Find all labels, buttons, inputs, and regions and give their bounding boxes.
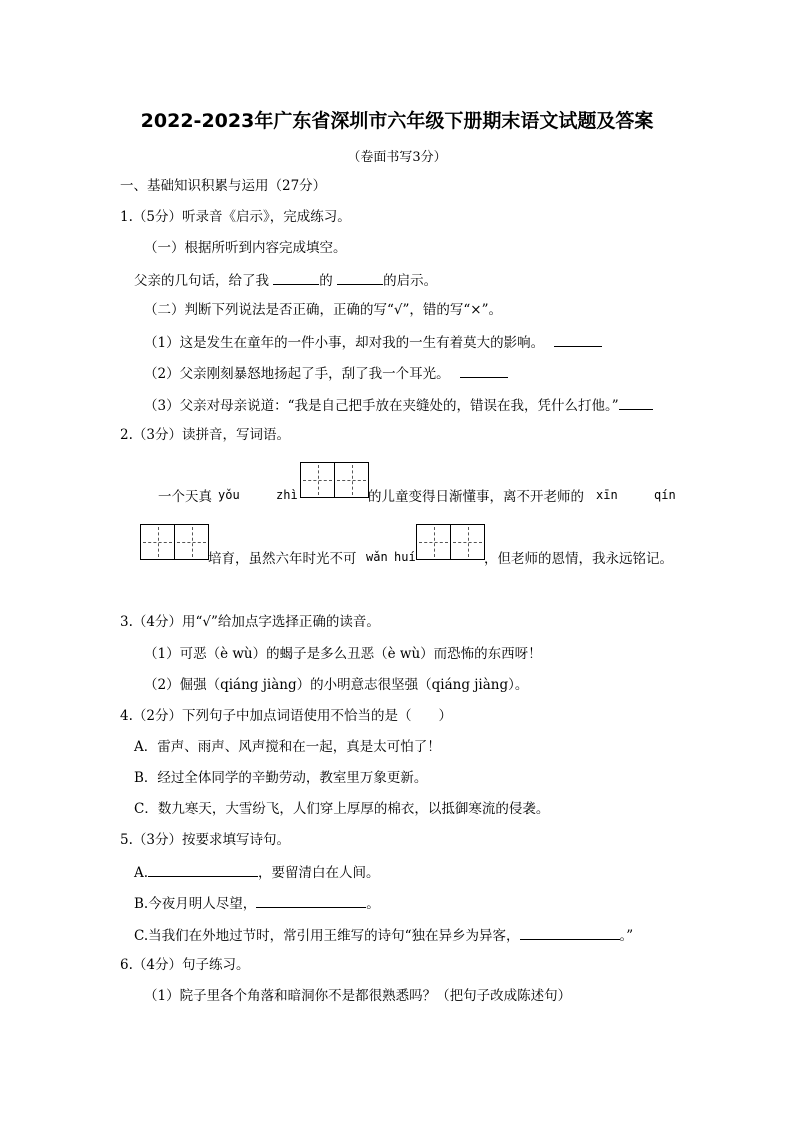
q1-statement-1-text: （1）这是发生在童年的一件小事，却对我的一生有着莫大的影响。 — [144, 335, 545, 351]
q1-statement-1 — [144, 332, 602, 352]
q5-item-a-suffix: ，要留清白在人间。 — [258, 865, 380, 881]
q5-blank-a[interactable] — [148, 862, 258, 877]
tianzige-box-2[interactable] — [140, 524, 209, 560]
q1-fill-line — [134, 270, 437, 290]
q4-stem: 4.（2分）下列句子中加点词语使用不恰当的是（ ） — [120, 708, 452, 724]
q4-option-a[interactable]: A．雷声、雨声、风声搅和在一起，真是太可怕了！ — [134, 739, 441, 755]
q4-option-c[interactable]: C．数九寒天，大雪纷飞，人们穿上厚厚的棉衣，以抵御寒流的侵袭。 — [134, 801, 550, 817]
q1-answer-1[interactable] — [554, 332, 602, 347]
q1-stem: 1.（5分）听录音《启示》，完成练习。 — [120, 209, 351, 225]
q4-option-b[interactable]: B．经过全体同学的辛勤劳动，教室里万象更新。 — [134, 770, 428, 786]
q1-part1: （一）根据所听到内容完成填空。 — [144, 240, 347, 256]
q5-stem: 5.（3分）按要求填写诗句。 — [120, 832, 290, 848]
q1-blank-2[interactable] — [337, 270, 383, 285]
q5-item-b — [134, 893, 380, 913]
q6-sentence-1: （1）院子里各个角落和暗洞你不是都很熟悉吗？（把句子改成陈述句） — [144, 988, 572, 1004]
q1-statement-3 — [144, 395, 653, 415]
q2-text-3: 培育，虽然六年时光不可 — [208, 551, 357, 567]
q2-text-4: ，但老师的恩情，我永远铭记。 — [484, 551, 673, 567]
q5-item-c-suffix: 。” — [619, 928, 634, 944]
q2-text-1: 一个天真 — [158, 489, 212, 505]
q1-answer-3[interactable] — [619, 395, 653, 410]
q2-stem: 2.（3分）读拼音，写词语。 — [120, 427, 290, 443]
q3-line-2: （2）倔强（qiáng jiàng）的小明意志很坚强（qiáng jiàng）。 — [144, 677, 529, 693]
q1-statement-3-text: （3）父亲对母亲说道：“我是自己把手放在夹缝处的，错误在我，凭什么打他。” — [144, 398, 619, 414]
page-title: 2022-2023年广东省深圳市六年级下册期末语文试题及答案 — [140, 110, 654, 132]
q5-item-a-prefix: A. — [134, 865, 149, 881]
q1-statement-2 — [144, 363, 508, 383]
q2-pinyin-1: yǒu — [218, 488, 240, 502]
q2-pinyin-2: zhì — [276, 488, 298, 502]
q1-part2: （二）判断下列说法是否正确，正确的写“√”，错的写“×”。 — [144, 302, 503, 318]
q3-line-1: （1）可恶（è wù）的蝎子是多么丑恶（è wù）而恐怖的东西呀！ — [144, 646, 542, 662]
q2-pinyin-5: wǎn — [366, 550, 388, 564]
q5-item-a — [134, 862, 380, 882]
tianzige-box-1[interactable] — [300, 462, 369, 498]
q1-blank-1[interactable] — [273, 270, 319, 285]
q2-text-2: 的儿童变得日渐懂事，离不开老师的 — [368, 489, 584, 505]
q1-answer-2[interactable] — [460, 363, 508, 378]
q1-statement-2-text: （2）父亲刚刻暴怒地扬起了手，刮了我一个耳光。 — [144, 366, 450, 382]
q3-stem: 3.（4分）用“√”给加点字选择正确的读音。 — [120, 614, 380, 630]
section-heading: 一、基础知识积累与运用（27分） — [120, 178, 327, 194]
q5-item-b-prefix: B.今夜月明人尽望， — [134, 896, 257, 912]
q5-blank-c[interactable] — [520, 925, 620, 940]
q2-pinyin-3: xīn — [596, 488, 618, 502]
q2-pinyin-6: huí — [394, 550, 416, 564]
q5-item-b-suffix: 。 — [366, 896, 380, 912]
q5-blank-b[interactable] — [256, 893, 366, 908]
q1-fill-text-b: 的 — [319, 273, 333, 289]
q1-fill-text-c: 的启示。 — [383, 273, 438, 289]
tianzige-box-3[interactable] — [416, 524, 485, 560]
q6-stem: 6.（4分）句子练习。 — [120, 957, 250, 973]
q1-fill-text-a: 父亲的几句话，给了我 — [134, 273, 269, 289]
q2-pinyin-4: qín — [654, 488, 676, 502]
page-subtitle: （卷面书写3分） — [347, 150, 447, 165]
q5-item-c-prefix: C.当我们在外地过节时，常引用王维写的诗句“独在异乡为异客， — [134, 928, 520, 944]
q5-item-c — [134, 925, 633, 945]
